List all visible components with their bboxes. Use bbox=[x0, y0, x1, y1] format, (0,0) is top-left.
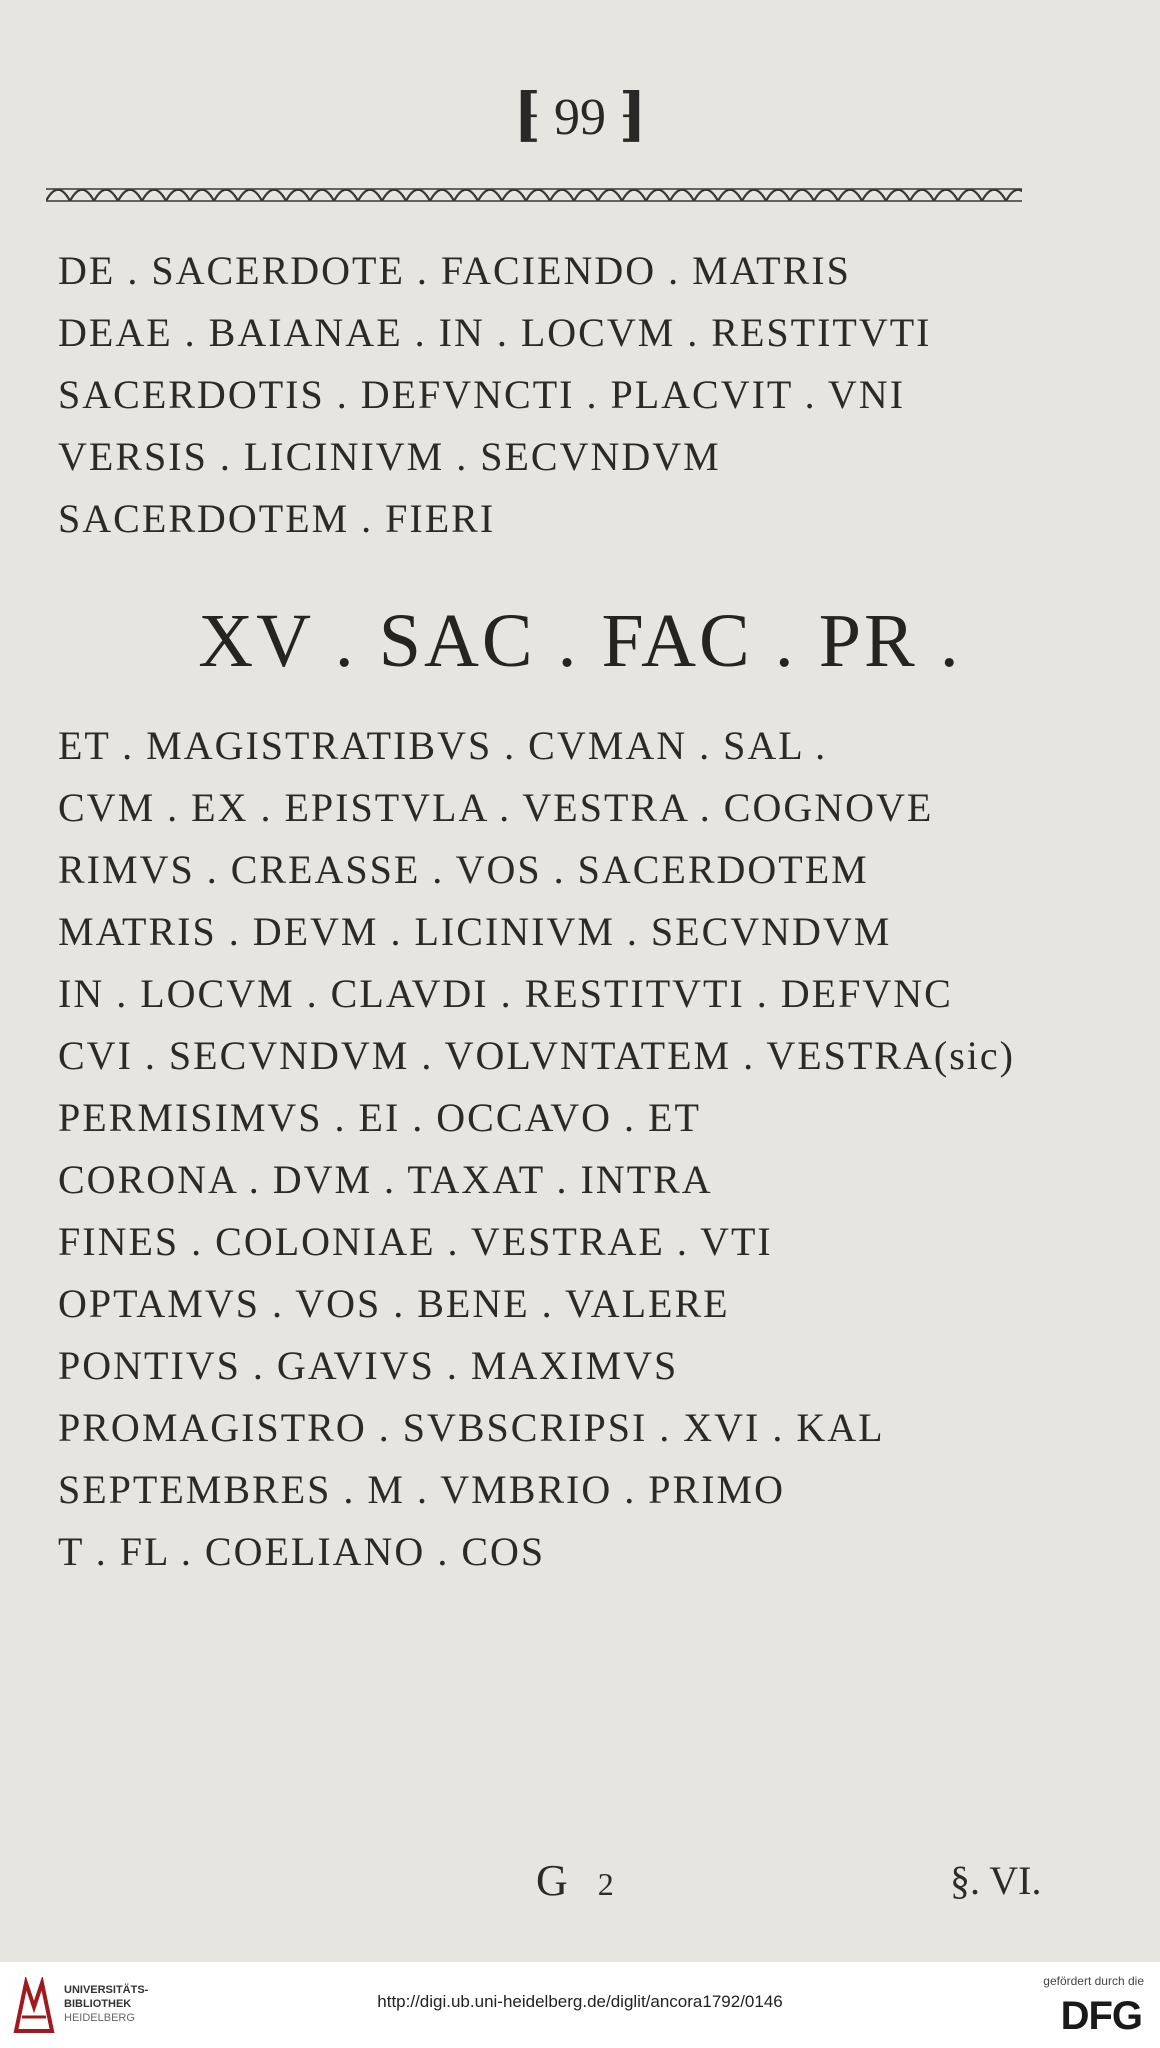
catchword: §. VI. bbox=[950, 1858, 1042, 1903]
inscription-line: CVI . SECVNDVM . VOLVNTATEM . VESTRA(sic) bbox=[58, 1033, 1015, 1078]
dfg-logo[interactable]: DFG bbox=[1060, 1994, 1142, 2038]
permalink-url[interactable]: http://digi.ub.uni-heidelberg.de/diglit/ancora1792/0146 bbox=[377, 1992, 783, 2011]
inscription-line: SACERDOTIS . DEFVNCTI . PLACVIT . VNI bbox=[58, 372, 906, 417]
inscription-line: T . FL . COELIANO . COS bbox=[58, 1529, 546, 1574]
inscription-line: SEPTEMBRES . M . VMBRIO . PRIMO bbox=[58, 1467, 785, 1512]
inscription-line: SACERDOTEM . FIERI bbox=[58, 496, 496, 541]
inscription-line: DE . SACERDOTE . FACIENDO . MATRIS bbox=[58, 248, 851, 293]
signature-letter: G bbox=[536, 1856, 568, 1905]
page-header bbox=[0, 80, 1160, 148]
funding-label: gefördert durch die bbox=[1043, 1974, 1144, 1988]
inscription-line: FINES . COLONIAE . VESTRAE . VTI bbox=[58, 1219, 773, 1264]
inscription-line: RIMVS . CREASSE . VOS . SACERDOTEM bbox=[58, 847, 869, 892]
page-number: 99 bbox=[554, 89, 606, 146]
inscription-line: VERSIS . LICINIVM . SECVNDVM bbox=[58, 434, 721, 479]
inscription-line: IN . LOCVM . CLAVDI . RESTITVTI . DEFVNC bbox=[58, 971, 953, 1016]
inscription-line: MATRIS . DEVM . LICINIVM . SECVNDVM bbox=[58, 909, 892, 954]
inscription-line: PONTIVS . GAVIVS . MAXIMVS bbox=[58, 1343, 679, 1388]
inscription-line: PERMISIMVS . EI . OCCAVO . ET bbox=[58, 1095, 701, 1140]
library-name-line: HEIDELBERG bbox=[64, 2012, 135, 2024]
inscription-line: PROMAGISTRO . SVBSCRIPSI . XVI . KAL bbox=[58, 1405, 885, 1450]
inscription-line: OPTAMVS . VOS . BENE . VALERE bbox=[58, 1281, 730, 1326]
signature-mark bbox=[536, 1855, 614, 1906]
inscription-one bbox=[58, 240, 1098, 550]
inscription-two bbox=[58, 715, 1098, 1583]
inscription-line: ET . MAGISTRATIBVS . CVMAN . SAL . bbox=[58, 723, 828, 768]
ornament-bracket-left: ⁅ bbox=[513, 82, 541, 147]
rope-ornament-icon bbox=[46, 182, 1022, 208]
viewer-footer-bar bbox=[0, 1962, 1160, 2048]
inscription-line: CVM . EX . EPISTVLA . VESTRA . COGNOVE bbox=[58, 785, 934, 830]
decorative-rule bbox=[46, 182, 1022, 208]
inscription-heading: XV . SAC . FAC . PR . bbox=[198, 599, 962, 683]
signature-number: 2 bbox=[597, 1866, 614, 1902]
inscription-line: DEAE . BAIANAE . IN . LOCVM . RESTITVTI bbox=[58, 310, 932, 355]
ornament-bracket-right: ⁆ bbox=[619, 82, 647, 147]
inscription-line: CORONA . DVM . TAXAT . INTRA bbox=[58, 1157, 713, 1202]
library-name-line: BIBLIOTHEK bbox=[64, 1998, 132, 2010]
library-name-line: UNIVERSITÄTS- bbox=[64, 1984, 149, 1996]
